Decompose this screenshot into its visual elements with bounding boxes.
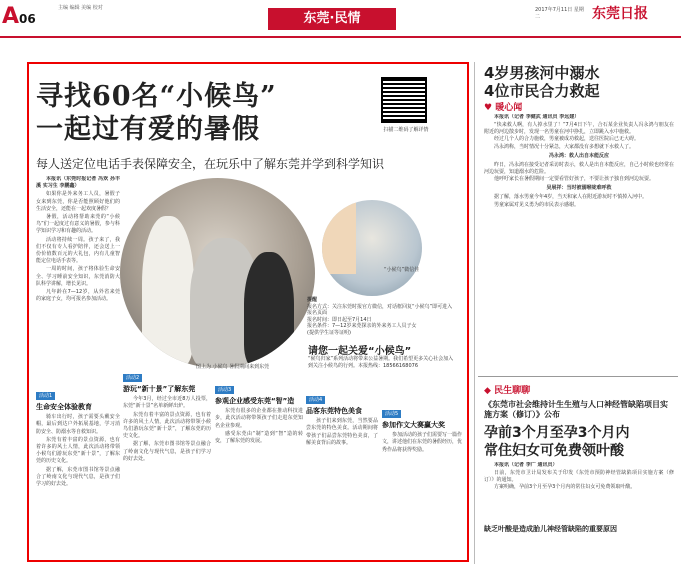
paragraph: 孩子们来到东莞，当然要品尝东莞的特色美食。活动期间将带孩子们品尝东莞特色美食，了解美食背后的故事。: [306, 418, 378, 446]
article-column-3: [215, 386, 303, 558]
child-photo: [322, 200, 422, 296]
column-logo: [484, 383, 530, 396]
activity-label: 活动1: [36, 392, 55, 400]
paragraph: 参加活动的孩子们需要写一篇作文，讲述他们在东莞的暑假经历，优秀作品将获得奖励。: [382, 432, 462, 453]
paragraph: 据了解，落水男童今年4岁，当天和家人在附近游玩时不慎掉入河中。: [494, 193, 648, 200]
speech-bubble-icon: ◆: [484, 386, 491, 396]
paragraph: 他呼吁家长在暑假期间一定要看管好孩子，不要让孩子独自到河边玩耍。: [494, 176, 655, 183]
column-divider: [474, 62, 475, 564]
activity-heading: 参加作文大赛赢大奖: [382, 421, 445, 430]
headline-line-2: 一起过有爱的暑假: [36, 114, 260, 145]
paragraph: 据了解，东莞市图书馆等景点融合了岭南文化与现代气息，是孩子们学习的好去处。: [123, 441, 211, 462]
headline-line-1: 孕前3个月至孕3个月内: [484, 425, 630, 441]
family-photo: [120, 178, 315, 368]
article-headline: [36, 80, 277, 146]
subheading: 冯永鸿：救人出自本能反应: [548, 152, 609, 159]
page-number: A06: [2, 4, 36, 29]
article-column-1b: [36, 392, 120, 558]
byline: 本报讯（记者 李广 通讯员）: [494, 462, 558, 468]
right-top-headline: [484, 64, 599, 100]
paragraph: 昨日，冯永鸿在接受记者采访时表示，救人是出自本能反应，自己小时候也经常在河边玩耍，知道溺水的危险。: [484, 161, 674, 175]
activity-label: 活动5: [382, 410, 401, 418]
appeal-title: 请您一起关爱“小候鸟”: [308, 346, 412, 357]
paragraph: 凡年龄在7—12岁，从外省来莞的家庭子女，均可报名参加活动。: [36, 289, 120, 303]
column-logo: [484, 100, 522, 113]
article-column-1: [36, 176, 120, 388]
info-title: 提醒: [307, 297, 318, 303]
info-line: 报名方式：关注东莞时报官方微信，对话框回复“小候鸟”即可进入报名页面: [307, 303, 453, 316]
signup-info-box: [307, 297, 455, 337]
photo-figure: [142, 216, 194, 366]
column-logo-text: 暖心闻: [495, 103, 523, 113]
subheading: 吴展祥：当时被溺喉咙难呼救: [546, 185, 612, 192]
headline-line-2: 常住妇女可免费领叶酸: [484, 443, 624, 459]
paragraph: 如果你是外来务工人员，暑假子女来到东莞，你是否能照顾好他们的生活安全，还能在一起欢度暑假？: [36, 191, 120, 212]
paragraph: 东莞有很多的企业都在推动科技进步，此次活动将带领孩子们走进东莞知名企业参观。: [215, 408, 303, 429]
info-line: 报名条件：7—12岁来莞探亲的外来务工人员子女: [307, 323, 417, 329]
editor-credits: 主编 编辑 美编 校对: [58, 5, 103, 11]
paragraph: 活动将持续一周。孩子来了，我们不仅有专人看护陪伴，还会送上一份价值数百元的大礼包，内有儿童智能定位电话手表等。: [36, 236, 120, 265]
headline-line-2: 4位市民合力救起: [484, 82, 600, 100]
article-byline: 本报讯（东莞时报记者 冯欢 孙丰溪 实习生 李鹏鑫）: [36, 176, 120, 190]
qr-caption: 扫描二维码了解详情: [383, 127, 429, 133]
child-photo-caption: “小候鸟”微信佳: [384, 267, 420, 273]
qr-code-icon: [381, 77, 427, 123]
appeal-text: “候鸟归家”系列活动将带来公益暑期。我们希望更多关心社会加入到关注小候鸟的行列。本报热线：18566168076: [308, 356, 454, 369]
right-bottom-deck: 《东莞市社会维持计生生殖与人口神经管缺陷项目实施方案（修订）》公布: [484, 400, 668, 419]
article-subtitle: 每人送定位电话手表保障安全，在玩乐中了解东莞并学到科学知识: [36, 157, 385, 171]
paragraph: 方案明确，孕前3个月至孕3个月内的常住妇女可免费领取叶酸。: [494, 484, 636, 491]
paragraph: 冯永鸿称，当时情况十分紧急，大家都没有多想就下水救人了。: [494, 144, 635, 151]
paragraph: 男童家属对见义勇为的市民表示感谢。: [494, 201, 580, 208]
paper-name: 东莞日报: [592, 6, 648, 22]
paragraph: 骑车出行时，孩子需要头戴安全帽，最后到达户外拓展基地，学习消防安全、防溺水等自救知识。: [36, 414, 120, 435]
headline-line-1: 4岁男孩河中溺水: [484, 64, 600, 82]
activity-label: 活动2: [123, 374, 142, 382]
heart-icon: ♥: [484, 103, 493, 113]
paragraph: 感受东莞由“制”造到“智”造的转变，了解东莞的发展。: [215, 430, 303, 445]
info-line: 报名时间：即日起至7月14日: [307, 316, 372, 323]
paragraph: 日前，东莞市卫计局发布关于印发《东莞市预防神经管缺陷项目实施方案（修订）》的通知。: [484, 469, 674, 483]
masthead: [0, 0, 681, 40]
right-bottom-headline: [484, 424, 629, 460]
activity-heading: 品客东莞特色美食: [306, 407, 362, 416]
right-bottom-body: [484, 462, 674, 522]
column-logo-text: 民生聊聊: [494, 386, 531, 396]
paragraph: 据了解，东莞市图书馆等景点融合了岭南文化与现代气息，是孩子们学习的好去处。: [36, 466, 120, 488]
paragraph: “快来救人啊，有人掉水里了！”7月4日下午，合石某企业负责人冯永鸿与朋友在附近的河边散步时，发现一名男童在河中挣扎，立即跳入水中施救。: [484, 121, 674, 135]
section-rule: [478, 376, 678, 377]
masthead-rule: [0, 36, 681, 38]
byline: 本报讯（记者 李健武 通讯员 李远建）: [494, 114, 580, 120]
activity-heading: 参观企业感受东莞“智”造: [215, 397, 295, 406]
article-column-2: [123, 374, 211, 558]
right-top-body: [484, 114, 674, 372]
photo-figure: [244, 252, 294, 368]
section-tab: 东莞·民情: [268, 8, 396, 30]
headline-line-1: 寻找60名“小候鸟”: [36, 81, 277, 112]
paragraph: 一周的时间，孩子将体验生命安全、学习睡前安全知识，东莞消防大队科学讲解，增长见识。: [36, 266, 120, 287]
paragraph: 今年3月，经过全市近8万人投票，东莞“新十景”名单新鲜出炉。: [123, 396, 211, 410]
paragraph: 暑假，活动将帮助来莞的“小候鸟”们一起度过有意义的暑假，参与科学知识学习和有趣的活动。: [36, 214, 120, 235]
article-column-5: [382, 410, 462, 558]
paragraph: 经过几个人的合力施救，男童被成功救起，送往医院后已无大碍。: [494, 136, 640, 143]
issue-date: 2017年7月11日 星期二: [535, 7, 584, 20]
activity-label: 活动4: [306, 396, 325, 404]
info-line: (提供学生证等证明): [307, 329, 351, 336]
article-column-4: [306, 396, 378, 558]
right-bottom-subheading: 缺乏叶酸是造成胎儿神经管缺陷的重要原因: [484, 525, 617, 533]
activity-label: 活动3: [215, 386, 234, 394]
paragraph: 东莞有着丰富的景点资源，也有着许多的风土人情，此次活动将带领小候鸟们游玩东莞“新十景”，了解东莞的历史文化。: [36, 436, 120, 465]
photo-caption: 图上为 小候鸟 暑假期间来到东莞: [196, 364, 270, 370]
activity-heading: 游玩“新十景”了解东莞: [123, 385, 196, 394]
activity-heading: 生命安全体验教育: [36, 403, 92, 412]
paragraph: 东莞有着丰富的景点资源，也有着许多的风土人情，此次活动将带领小候鸟们游玩东莞“新十景”，了解东莞的历史文化。: [123, 411, 211, 440]
